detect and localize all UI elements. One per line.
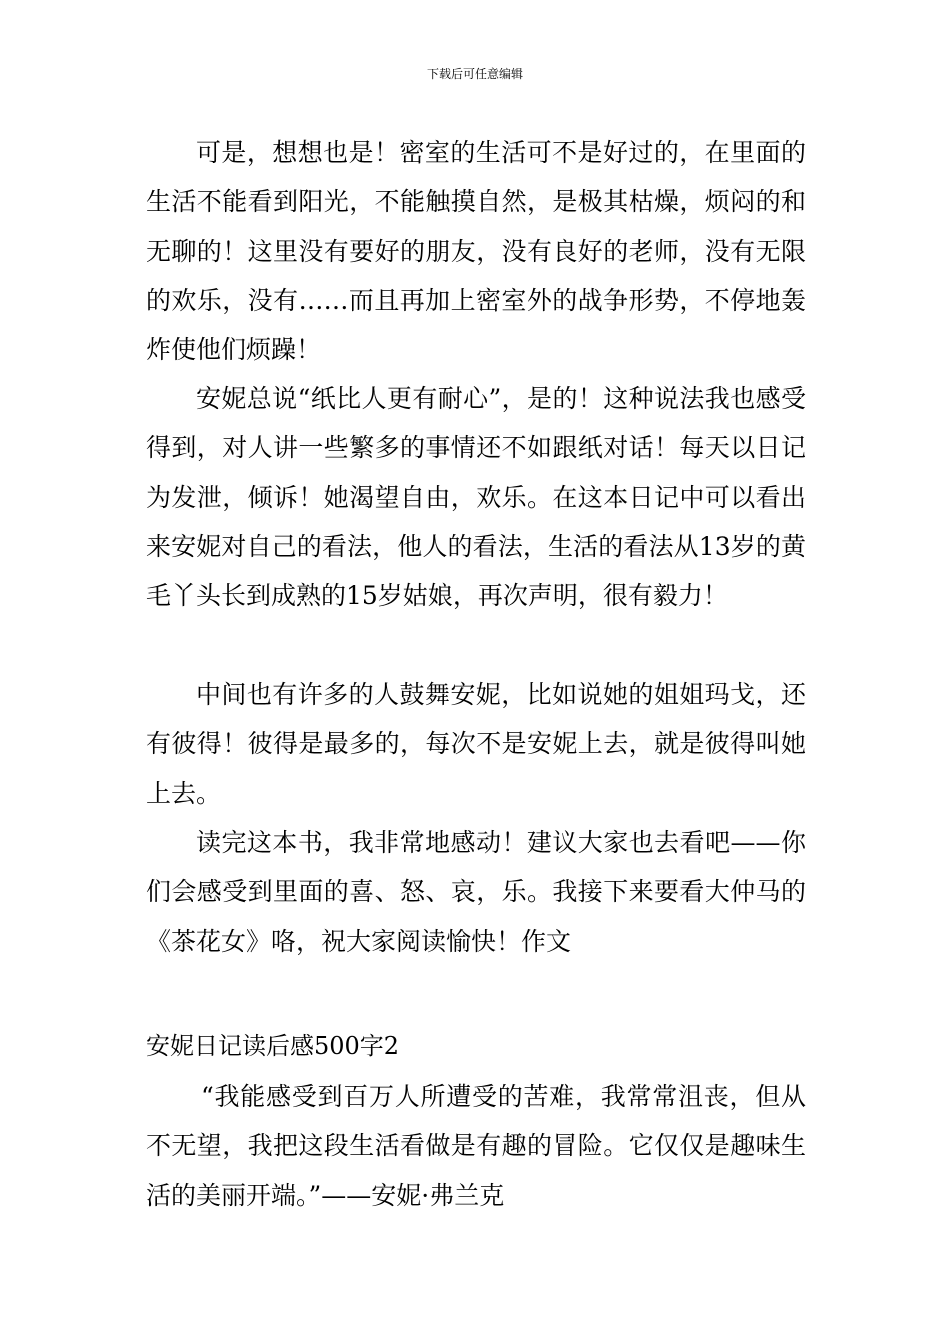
section-heading: 安妮日记读后感500字2	[146, 1032, 400, 1060]
paragraph-1: 可是，想想也是！密室的生活可不是好过的，在里面的生活不能看到阳光，不能触摸自然，是极其枯燥，烦闷的和无聊的！这里没有要好的朋友，没有良好的老师，没有无限的欢乐，没有……而且再加上密室外的战争形势，不停地轰炸使他们烦躁！	[146, 138, 806, 365]
paragraph-3: 中间也有许多的人鼓舞安妮，比如说她的姐姐玛戈，还有彼得！彼得是最多的，每次不是安妮上去，就是彼得叫她上去。	[146, 680, 806, 808]
paragraph-2: 安妮总说“纸比人更有耐心”，是的！这种说法我也感受得到，对人讲一些繁多的事情还不如跟纸对话！每天以日记为发泄，倾诉！她渴望自由，欢乐。在这本日记中可以看出来安妮对自己的看法，他人的看法，生活的看法从13岁的黄毛丫头长到成熟的15岁姑娘，再次声明，很有毅力！	[146, 384, 806, 611]
paragraph-4: 读完这本书，我非常地感动！建议大家也去看吧——你们会感受到里面的喜、怒、哀，乐。我接下来要看大仲马的《茶花女》咯，祝大家阅读愉快！作文	[146, 828, 806, 956]
quote-paragraph: “我能感受到百万人所遭受的苦难，我常常沮丧，但从不无望，我把这段生活看做是有趣的冒险。它仅仅是趣味生活的美丽开端。”——安妮·弗兰克	[146, 1082, 806, 1210]
page-header: 下载后可任意编辑	[426, 67, 523, 81]
